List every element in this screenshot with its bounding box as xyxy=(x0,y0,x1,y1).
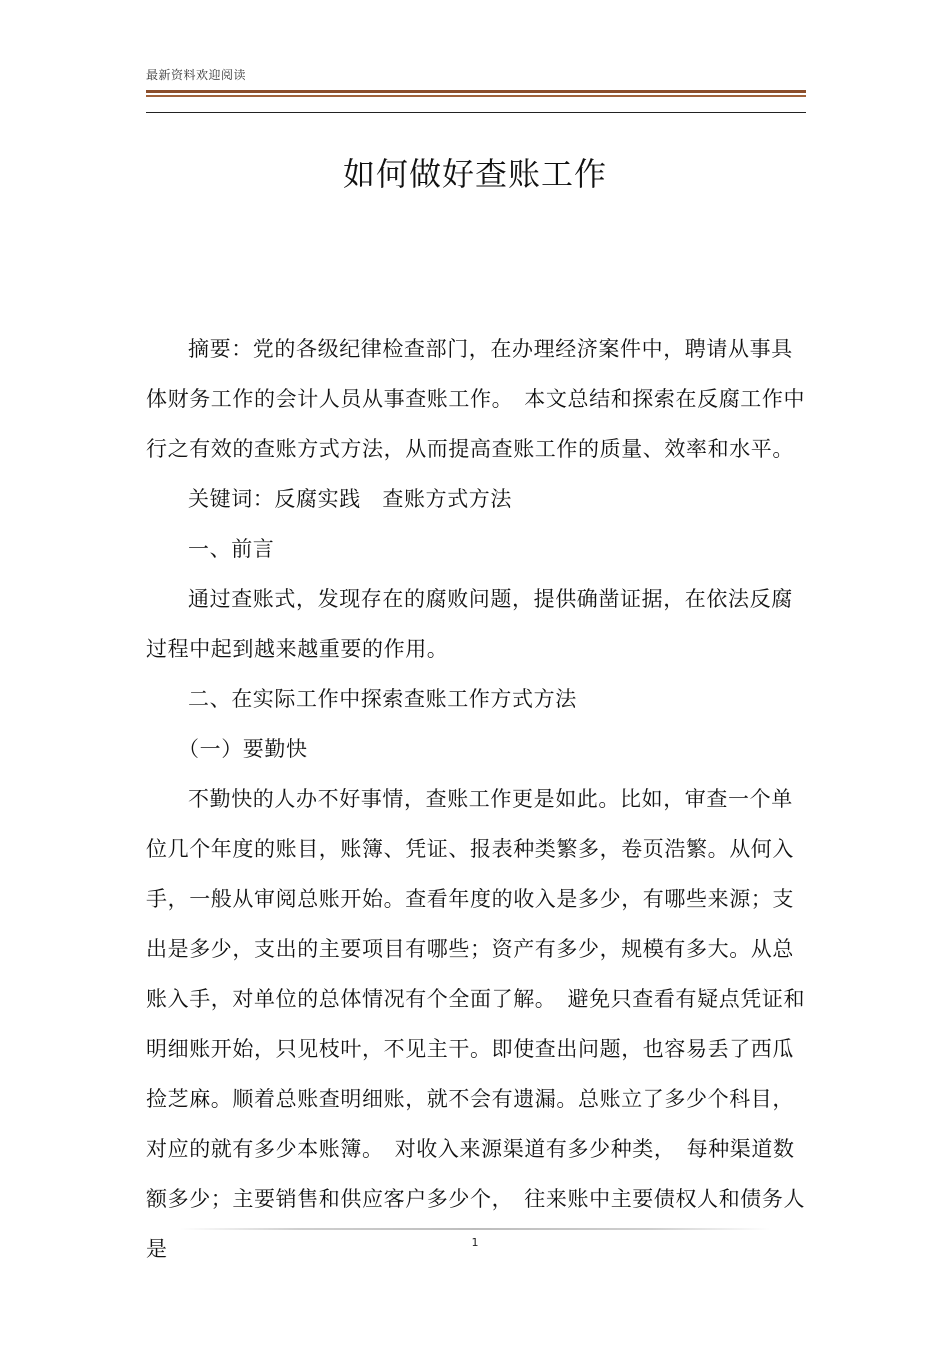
header-rule-brown-thin xyxy=(146,95,806,97)
body-paragraph: 不勤快的人办不好事情，查账工作更是如此。比如，审查一个单位几个年度的账目，账簿、凭证、报表种类繁多，卷页浩繁。从何入手，一般从审阅总账开始。查看年度的收入是多少，有哪些来源；支出是多少，支出的主要项目有哪些；资产有多少，规模有多大。从总账入手，对单位的总体情况有个全面了解。 避免只查看有疑点凭证和明细账开始，只见枝叶，不见主干。即使查出问题，也容易丢了西瓜捡芝麻。顺着总账查明细账，就不会有遗漏。总账立了多少个科目，对应的就有多少本账簿。 对收入来源渠道有多少种类， 每种渠道数额多少；主要销售和供应客户多少个， 往来账中主要债权人和债务人是 xyxy=(146,787,806,1261)
document-title: 如何做好查账工作 xyxy=(342,155,607,194)
header-rule-black xyxy=(146,112,806,113)
section-heading-1: 一、前言 xyxy=(188,537,275,561)
section-heading-2: 二、在实际工作中探索查账工作方式方法 xyxy=(188,687,577,711)
abstract-paragraph: 摘要：党的各级纪律检查部门，在办理经济案件中，聘请从事具体财务工作的会计人员从事查账工作。 本文总结和探索在反腐工作中行之有效的查账方式方法，从而提高查账工作的质量、效率和水平。 xyxy=(146,337,806,461)
page-header-text: 最新资料欢迎阅读 xyxy=(146,68,247,82)
footer-rule xyxy=(180,1228,770,1230)
page-number: 1 xyxy=(471,1236,479,1249)
body-paragraph: 通过查账式，发现存在的腐败问题，提供确凿证据，在依法反腐过程中起到越来越重要的作用。 xyxy=(146,587,793,661)
document-body xyxy=(146,324,806,1274)
subsection-heading: （一）要勤快 xyxy=(178,737,308,761)
header-rule-brown xyxy=(146,90,806,93)
keywords-paragraph: 关键词：反腐实践 查账方式方法 xyxy=(188,487,512,511)
